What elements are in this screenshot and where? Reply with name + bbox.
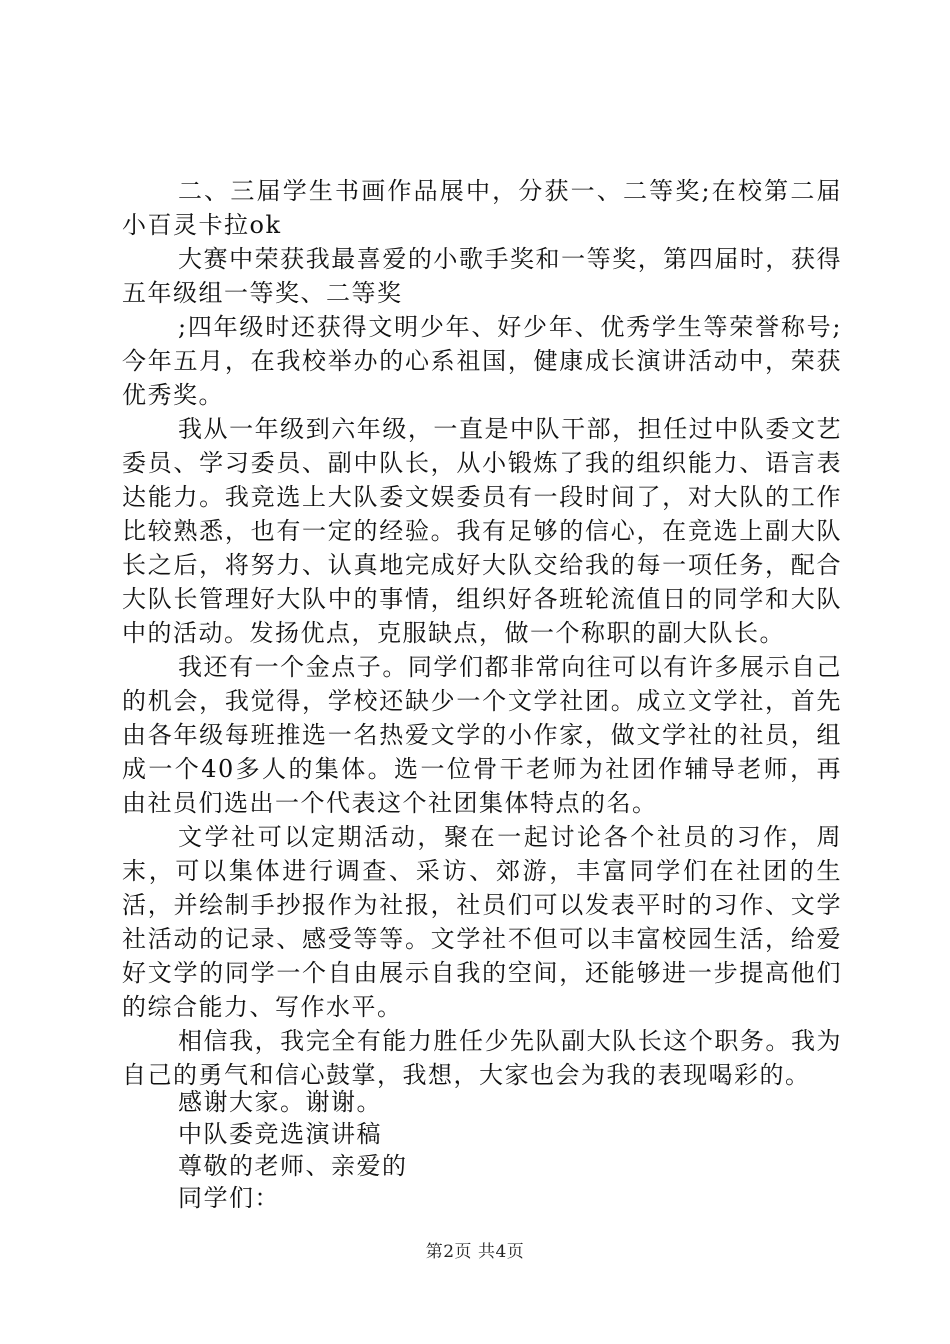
paragraph-literary-club: 文学社可以定期活动，聚在一起讨论各个社员的习作，周末，可以集体进行调查、采访、郊游，丰富同学们在社团的生活，并绘制手抄报作为社报，社员们可以发表平时的习作、文学社活动的记录、感受等等。文学社不但可以丰富校园生活，给爱好文学的同学一个自由展示自我的空间，还能够进一步提高他们的综合能力、写作水平。 — [122, 823, 842, 1021]
paragraph-awards-3: ;四年级时还获得文明少年、好少年、优秀学生等荣誉称号;今年五月，在我校举办的心系祖国，健康成长演讲活动中，荣获优秀奖。 — [122, 313, 842, 409]
closing-block — [178, 1086, 778, 1214]
closing-thanks: 感谢大家。谢谢。 — [178, 1088, 382, 1116]
paragraph-awards-1: 二、三届学生书画作品展中，分获一、二等奖;在校第二届小百灵卡拉ok — [122, 177, 842, 239]
salutation-line-1: 尊敬的老师、亲爱的 — [178, 1152, 408, 1180]
paragraph-idea: 我还有一个金点子。同学们都非常向往可以有许多展示自己的机会，我觉得，学校还缺少一个文学社团。成立文学社，首先由各年级每班推选一名热爱文学的小作家，做文学社的社员，组成一个40多人的集体。选一位骨干老师为社团作辅导老师，再由社员们选出一个代表这个社团集体特点的名。 — [122, 653, 842, 817]
paragraph-conclusion: 相信我，我完全有能力胜任少先队副大队长这个职务。我为自己的勇气和信心鼓掌，我想，大家也会为我的表现喝彩的。 — [122, 1027, 842, 1089]
paragraph-awards-2: 大赛中荣获我最喜爱的小歌手奖和一等奖，第四届时，获得五年级组一等奖、二等奖 — [122, 245, 842, 307]
next-speech-title: 中队委竞选演讲稿 — [178, 1120, 382, 1148]
paragraph-experience: 我从一年级到六年级，一直是中队干部，担任过中队委文艺委员、学习委员、副中队长，从小锻炼了我的组织能力、语言表达能力。我竞选上大队委文娱委员有一段时间了，对大队的工作比较熟悉，也有一定的经验。我有足够的信心，在竞选上副大队长之后，将努力、认真地完成好大队交给我的每一项任务，配合大队长管理好大队中的事情，组织好各班轮流值日的同学和大队中的活动。发扬优点，克服缺点，做一个称职的副大队长。 — [122, 415, 842, 647]
page-number-footer: 第2页 共4页 — [425, 1242, 525, 1262]
salutation-line-2: 同学们： — [178, 1184, 280, 1212]
document-body — [122, 174, 842, 1092]
